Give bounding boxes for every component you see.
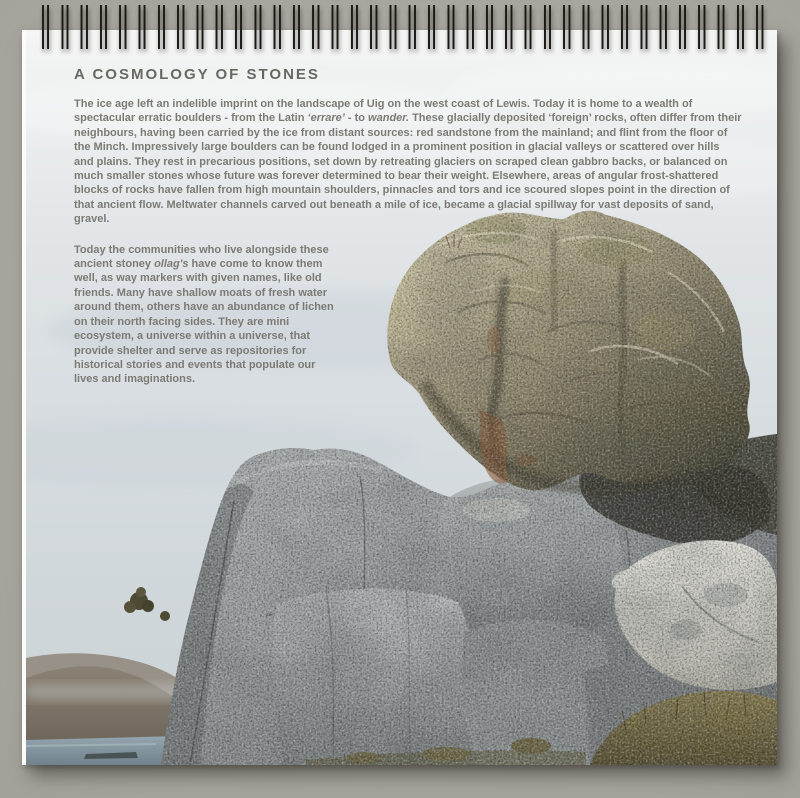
sea xyxy=(26,736,178,765)
intro-paragraph: The ice age left an indelible imprint on the landscape of Uig on the west coast of Lewis. Today it is home to a wealth of spectacular erratic boulders - from the Latin ‘errare’ - to wander. These glacially deposited ‘foreign’ rocks, often differ from their neighbours, having been carried by the ice from distant sources: red sandstone from the mainland; and flint from the floor of the Minch. Impressively large boulders can be found lodged in a prominent position in glacial valleys or scattered over hills and plains. They rest in precarious positions, set down by retreating glaciers on scraped clean gabbro backs, or balanced on much smaller stones whose future was forever determined to bear their weight. Elsewhere, areas of angular frost-shattered blocks of rocks have fallen from high mountain shoulders, pinnacles and tors and ice scoured slopes point in the direction of that ancient flow. Meltwater channels carved out beneath a mile of ice, became a glacial spillway for vast deposits of sand, gravel. xyxy=(74,98,742,226)
page-content xyxy=(74,66,750,387)
page-title: A COSMOLOGY OF STONES xyxy=(74,66,320,83)
calendar-page xyxy=(22,30,777,765)
communities-paragraph: Today the communities who live alongside these ancient stoney ollag's have come to know them well, as way markers with given names, like old friends. Many have shallow moats of fresh water around them, others have an abundance of lichen on their north facing sides. They are mini ecosystem, a universe within a universe, that provide shelter and serve as repositories for historical stories and events that populate our lives and imaginations. xyxy=(74,243,334,386)
